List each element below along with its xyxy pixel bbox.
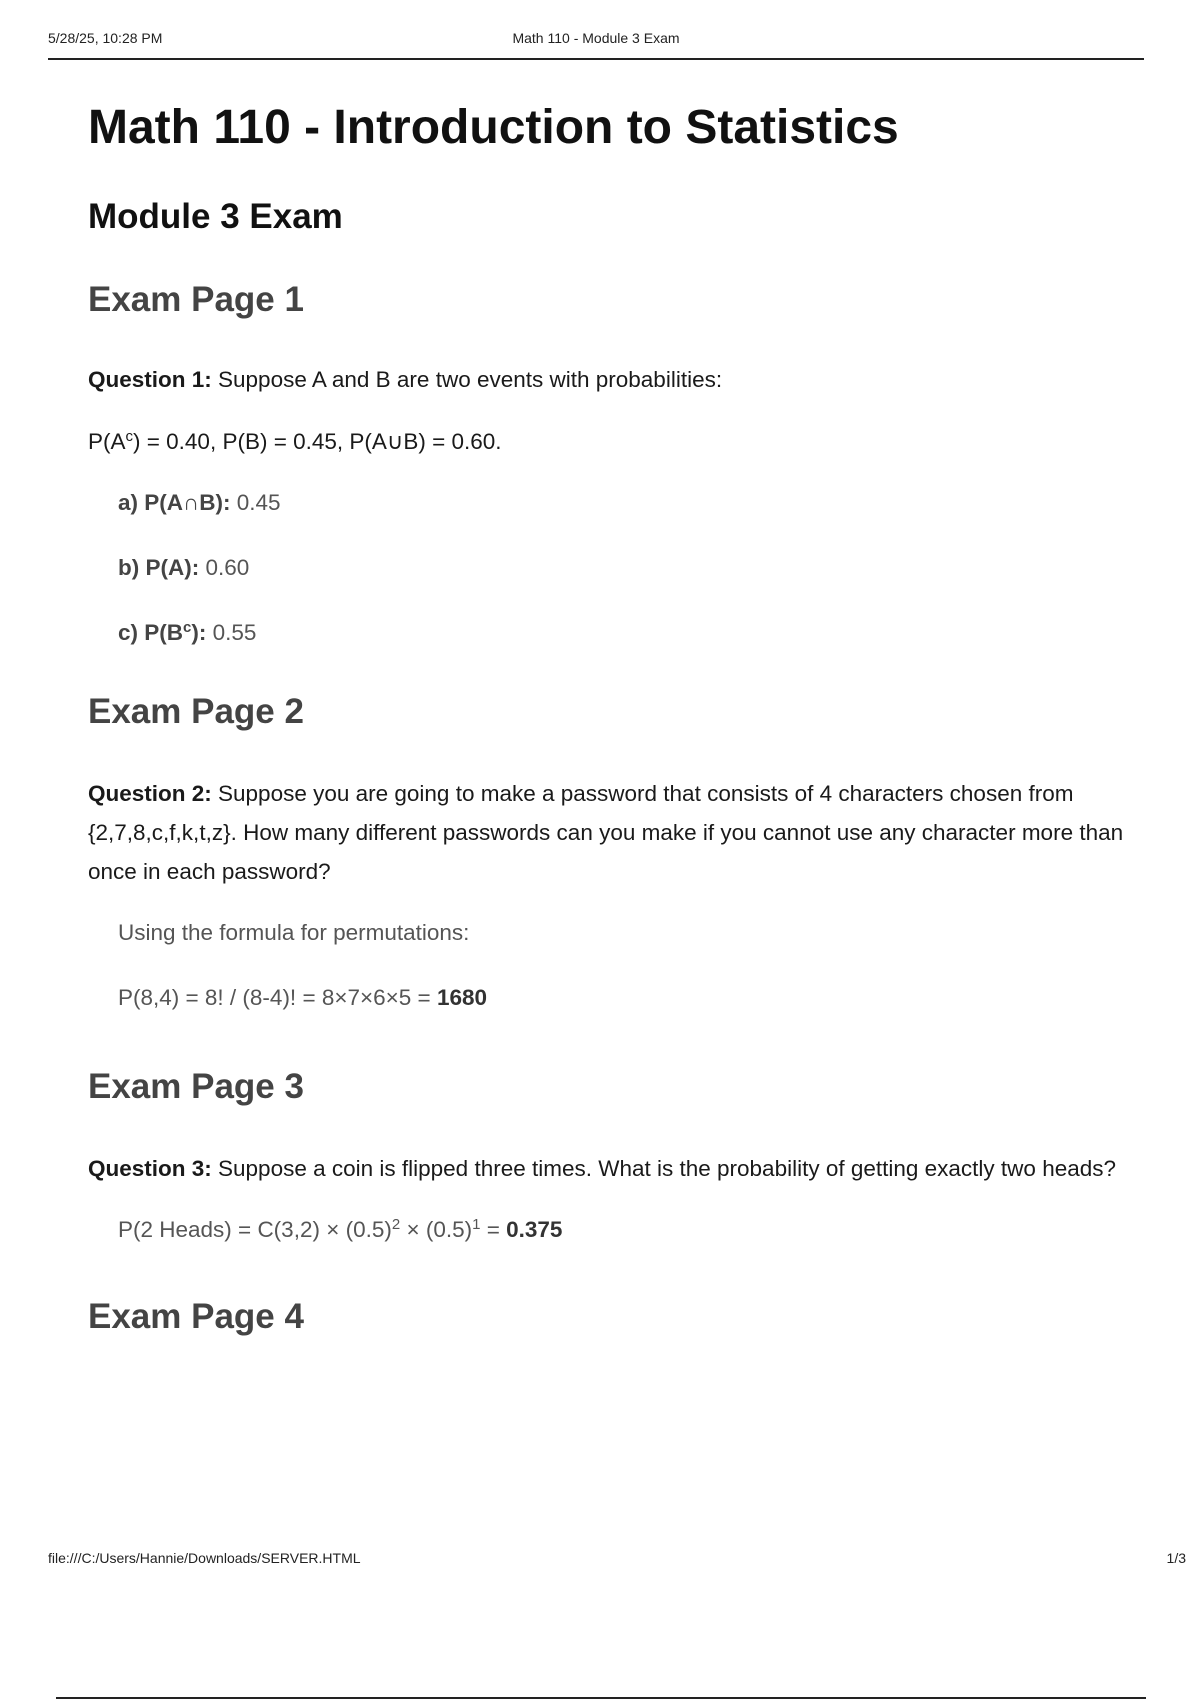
question-3 <box>88 1149 1148 1188</box>
formula-result: 0.375 <box>506 1217 563 1242</box>
exam-content <box>88 90 1148 1347</box>
question-3-text: Suppose a coin is flipped three times. What is the probability of getting exactly two heads? <box>211 1156 1117 1181</box>
question-2-label: Question 2: <box>88 781 212 806</box>
exam-page-1-heading: Exam Page 1 <box>88 280 304 319</box>
question-1 <box>88 360 1148 399</box>
print-header <box>48 28 1144 60</box>
question-2-text: Suppose you are going to make a password that consists of 4 characters chosen from {2,7,8,c,f,k,t,z}. How many different passwords can you make if you cannot use any character more than once in each password? <box>88 781 1124 884</box>
question-1-text: Suppose A and B are two events with probabilities: <box>211 367 723 392</box>
complement-superscript: c <box>125 428 134 445</box>
exam-title: Module 3 Exam <box>88 197 343 236</box>
question-2 <box>88 774 1148 891</box>
answer-c-label <box>118 620 206 645</box>
answer-c <box>118 613 1148 652</box>
answer-a <box>118 483 1148 522</box>
question-1-given <box>88 422 1148 461</box>
print-document-title: Math 110 - Module 3 Exam <box>512 30 680 46</box>
answer-c-label-pre: c) P(B <box>118 620 184 645</box>
divider <box>56 1697 1146 1699</box>
given-part: ) = 0.40, P(B) = 0.45, P(A∪B) = 0.60. <box>133 429 502 454</box>
answer-a-value: 0.45 <box>230 490 281 515</box>
answer-a-label: a) P(A∩B): <box>118 490 231 515</box>
exam-page-4-heading: Exam Page 4 <box>88 1297 304 1336</box>
work-formula <box>118 1210 1148 1249</box>
question-1-label: Question 1: <box>88 367 212 392</box>
formula-text: × (0.5) <box>400 1217 473 1242</box>
answer-c-label-post: ): <box>191 620 207 645</box>
answer-b-label: b) P(A): <box>118 555 200 580</box>
answer-b-value: 0.60 <box>199 555 250 580</box>
work-formula <box>118 978 1148 1017</box>
exponent: 2 <box>391 1216 401 1233</box>
question-1-answers <box>118 483 1148 652</box>
work-intro: Using the formula for permutations: <box>118 920 470 945</box>
question-2-work <box>118 913 1148 1017</box>
exam-page-2-heading: Exam Page 2 <box>88 692 304 731</box>
page-number: 1/3 <box>1166 1550 1186 1566</box>
exponent: 1 <box>472 1216 481 1233</box>
answer-c-label-sup: c <box>183 619 192 636</box>
file-url: file:///C:/Users/Hannie/Downloads/SERVER.HTML <box>48 1550 361 1566</box>
answer-b <box>118 548 1148 587</box>
formula-text: = <box>480 1217 507 1242</box>
formula-text: P(8,4) = 8! / (8-4)! = 8×7×6×5 = <box>118 985 437 1010</box>
given-part: P(A <box>88 429 126 454</box>
formula-result: 1680 <box>436 985 488 1010</box>
question-3-work <box>118 1210 1148 1249</box>
question-3-label: Question 3: <box>88 1156 212 1181</box>
course-title: Math 110 - Introduction to Statistics <box>88 101 899 154</box>
exam-page-3-heading: Exam Page 3 <box>88 1067 304 1106</box>
print-date: 5/28/25, 10:28 PM <box>48 30 163 46</box>
formula-text: P(2 Heads) = C(3,2) × (0.5) <box>118 1217 392 1242</box>
answer-c-value: 0.55 <box>206 620 257 645</box>
